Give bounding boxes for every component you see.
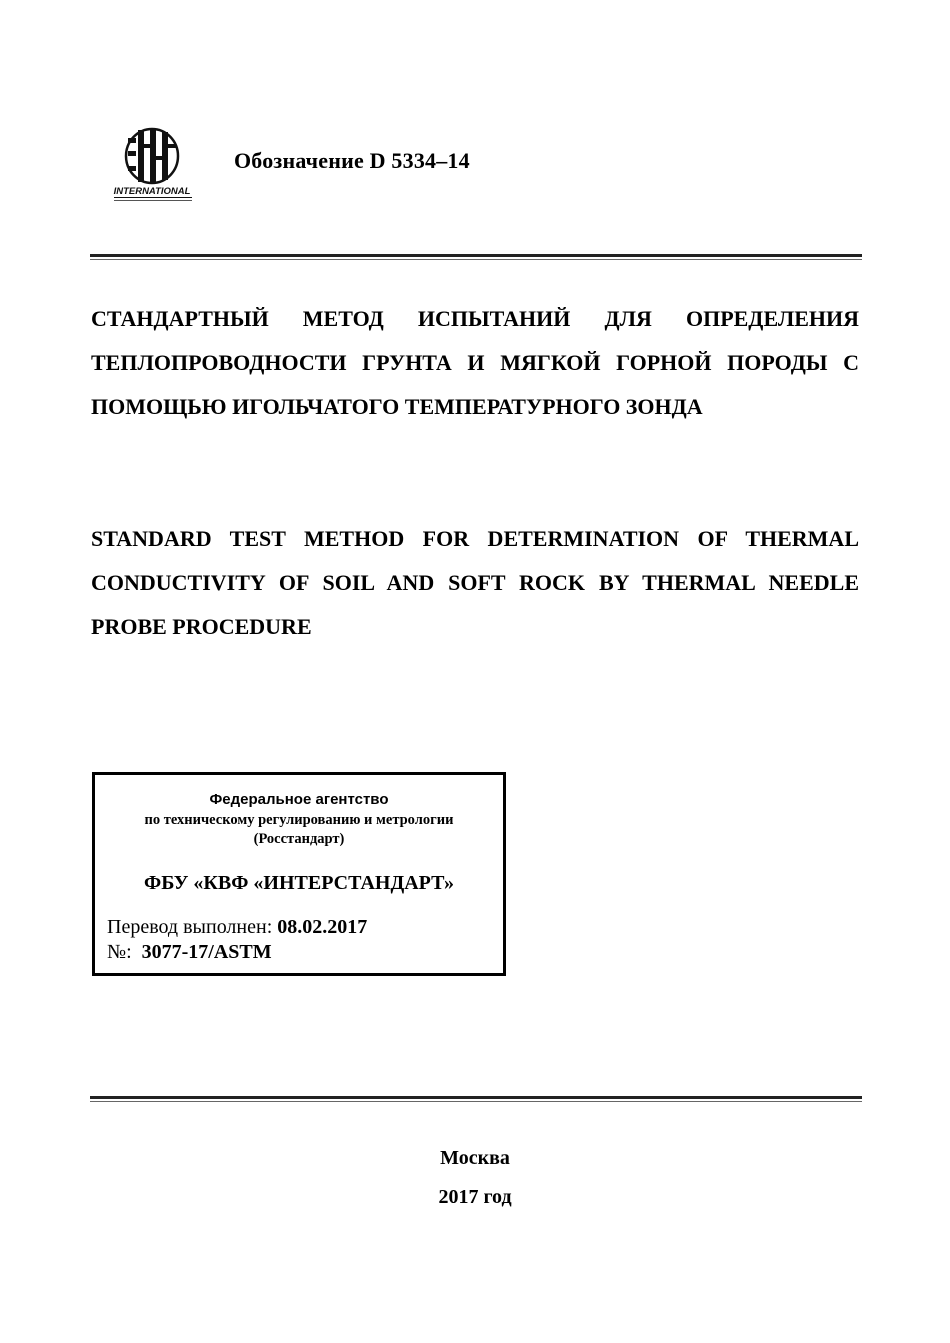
title-russian: СТАНДАРТНЫЙ МЕТОД ИСПЫТАНИЙ ДЛЯ ОПРЕДЕЛЕНИЯ ТЕПЛОПРОВОДНОСТИ ГРУНТА И МЯГКОЙ ГОРНОЙ ПОРОДЫ С ПОМОЩЬЮ ИГОЛЬЧАТОГО ТЕМПЕРАТУРНОГО ЗОНДА [91,306,859,419]
stamp-ministry: по техническому регулированию и метрологии [144,812,454,828]
stamp-number-line [107,941,272,964]
title-english: STANDARD TEST METHOD FOR DETERMINATION OF THERMAL CONDUCTIVITY OF SOIL AND SOFT ROCK BY THERMAL NEEDLE PROBE PROCEDURE [91,526,859,639]
logo-subtext: INTERNATIONAL [113,186,191,197]
top-divider [90,254,862,260]
astm-logo [108,126,200,204]
translated-label: Перевод выполнен: [107,916,273,938]
designation: Обозначение D 5334–14 [234,148,470,173]
city: Москва [440,1147,510,1169]
translated-date: 08.02.2017 [277,916,368,938]
number-label: №: [107,941,132,963]
year: 2017 год [438,1186,512,1208]
number-value: 3077-17/ASTM [141,941,272,963]
bottom-divider [90,1096,862,1102]
stamp-translated-line [107,916,367,939]
stamp-short-name: (Росстандарт) [253,831,345,847]
stamp-organization: ФБУ «КВФ «ИНТЕРСТАНДАРТ» [144,872,454,894]
translation-stamp [92,772,506,976]
stamp-agency: Федеральное агентство [209,791,389,808]
